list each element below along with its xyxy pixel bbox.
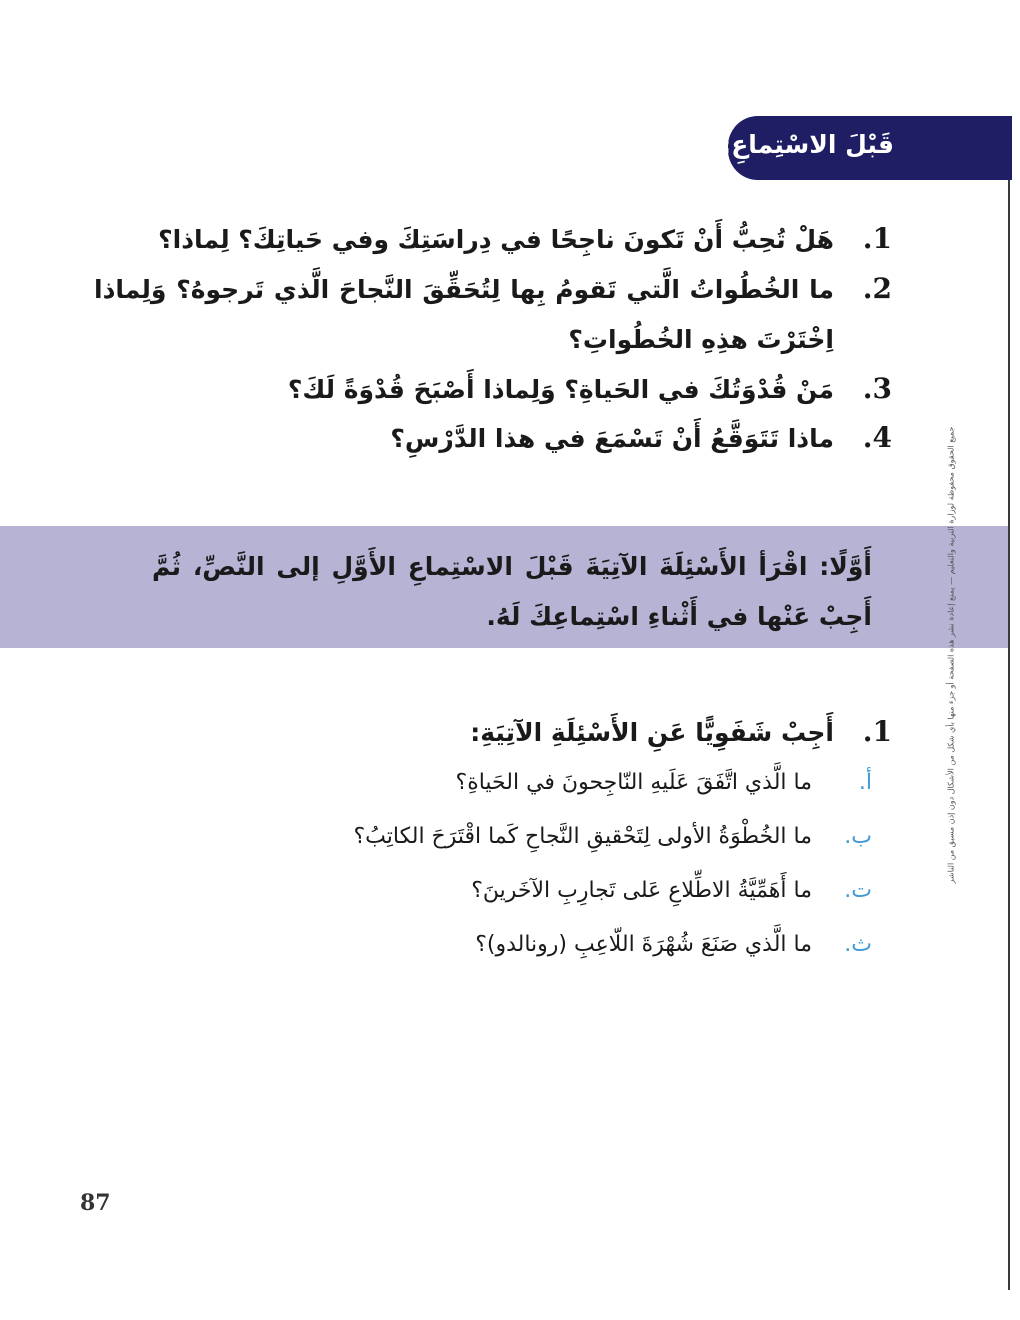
sub-question-letter: ت.: [844, 878, 872, 903]
question-text: هَلْ تُحِبُّ أَنْ تَكونَ ناجِحًا في دِراسَتِكَ وفي حَياتِكَ؟ لِماذا؟: [158, 225, 834, 254]
page-edge-rule: [1008, 180, 1010, 1290]
question-number: 1.: [862, 222, 892, 255]
sub-question-letter: ث.: [844, 932, 872, 957]
question-item: [390, 414, 892, 464]
question-item: [158, 215, 892, 265]
question-number: 3.: [862, 372, 892, 405]
exercise-heading: [470, 708, 892, 758]
sub-question-text: ما أَهَمِّيَّةُ الاطِّلاعِ عَلى تَجارِبِ الآخَرينَ؟: [471, 878, 812, 903]
sub-question: [353, 824, 872, 849]
question-text: ما الخُطُواتُ الَّتي تَقومُ بِها لِتُحَقِّقَ النَّجاحَ الَّذي تَرجوهُ؟ وَلِماذا اِخْتَرْتَ هذِهِ الخُطُواتِ؟: [94, 275, 834, 354]
section-header-title: قَبْلَ الاسْتِماعِ:: [721, 130, 894, 159]
question-number: 4.: [862, 421, 892, 454]
section-header-tab: [721, 116, 1012, 180]
sub-question: [475, 932, 872, 957]
question-item: [288, 365, 892, 415]
sub-question-text: ما الَّذي صَنَعَ شُهْرَةَ اللّاعِبِ (رونالدو)؟: [475, 932, 812, 957]
copyright-side-note: [934, 305, 968, 1005]
instruction-banner: [0, 526, 1010, 648]
sub-question-letter: أ.: [858, 770, 872, 795]
page-number: 87: [80, 1190, 111, 1216]
question-text: مَنْ قُدْوَتُكَ في الحَياةِ؟ وَلِماذا أَصْبَحَ قُدْوَةً لَكَ؟: [287, 375, 834, 404]
sub-question-letter: ب.: [844, 824, 872, 849]
instruction-text: أَوَّلًا: اقْرَأ الأَسْئِلَةَ الآتِيَةَ قَبْلَ الاسْتِماعِ الأَوَّلِ إلى النَّصِّ، ثُمَّ أَجِبْ عَنْها في أَثْناءِ اسْتِماعِكَ لَهُ.: [152, 552, 872, 631]
sub-question-text: ما الخُطْوَةُ الأولى لِتَحْقيقِ النَّجاحِ كَما اقْتَرَحَ الكاتِبُ؟: [353, 824, 812, 849]
question-item: [94, 265, 892, 365]
sub-question: [471, 878, 872, 903]
question-text: ماذا تَتَوَقَّعُ أَنْ تَسْمَعَ في هذا الدَّرْسِ؟: [390, 424, 834, 453]
exercise-number: 1.: [862, 715, 892, 748]
sub-question-text: ما الَّذي اتَّفَقَ عَلَيهِ النّاجِحونَ في الحَياةِ؟: [455, 770, 812, 795]
question-number: 2.: [862, 272, 892, 305]
sub-question: [456, 770, 872, 795]
exercise-title: أَجِبْ شَفَوِيًّا عَنِ الأَسْئِلَةِ الآتِيَةِ:: [470, 718, 834, 747]
copyright-text: جميع الحقوق محفوظة لوزارة التربية والتعليم — يمنع إعادة نشر هذه الصفحة أو جزء منها بأي شكل من الأشكال دون إذن مسبق من الناشر: [946, 426, 956, 884]
